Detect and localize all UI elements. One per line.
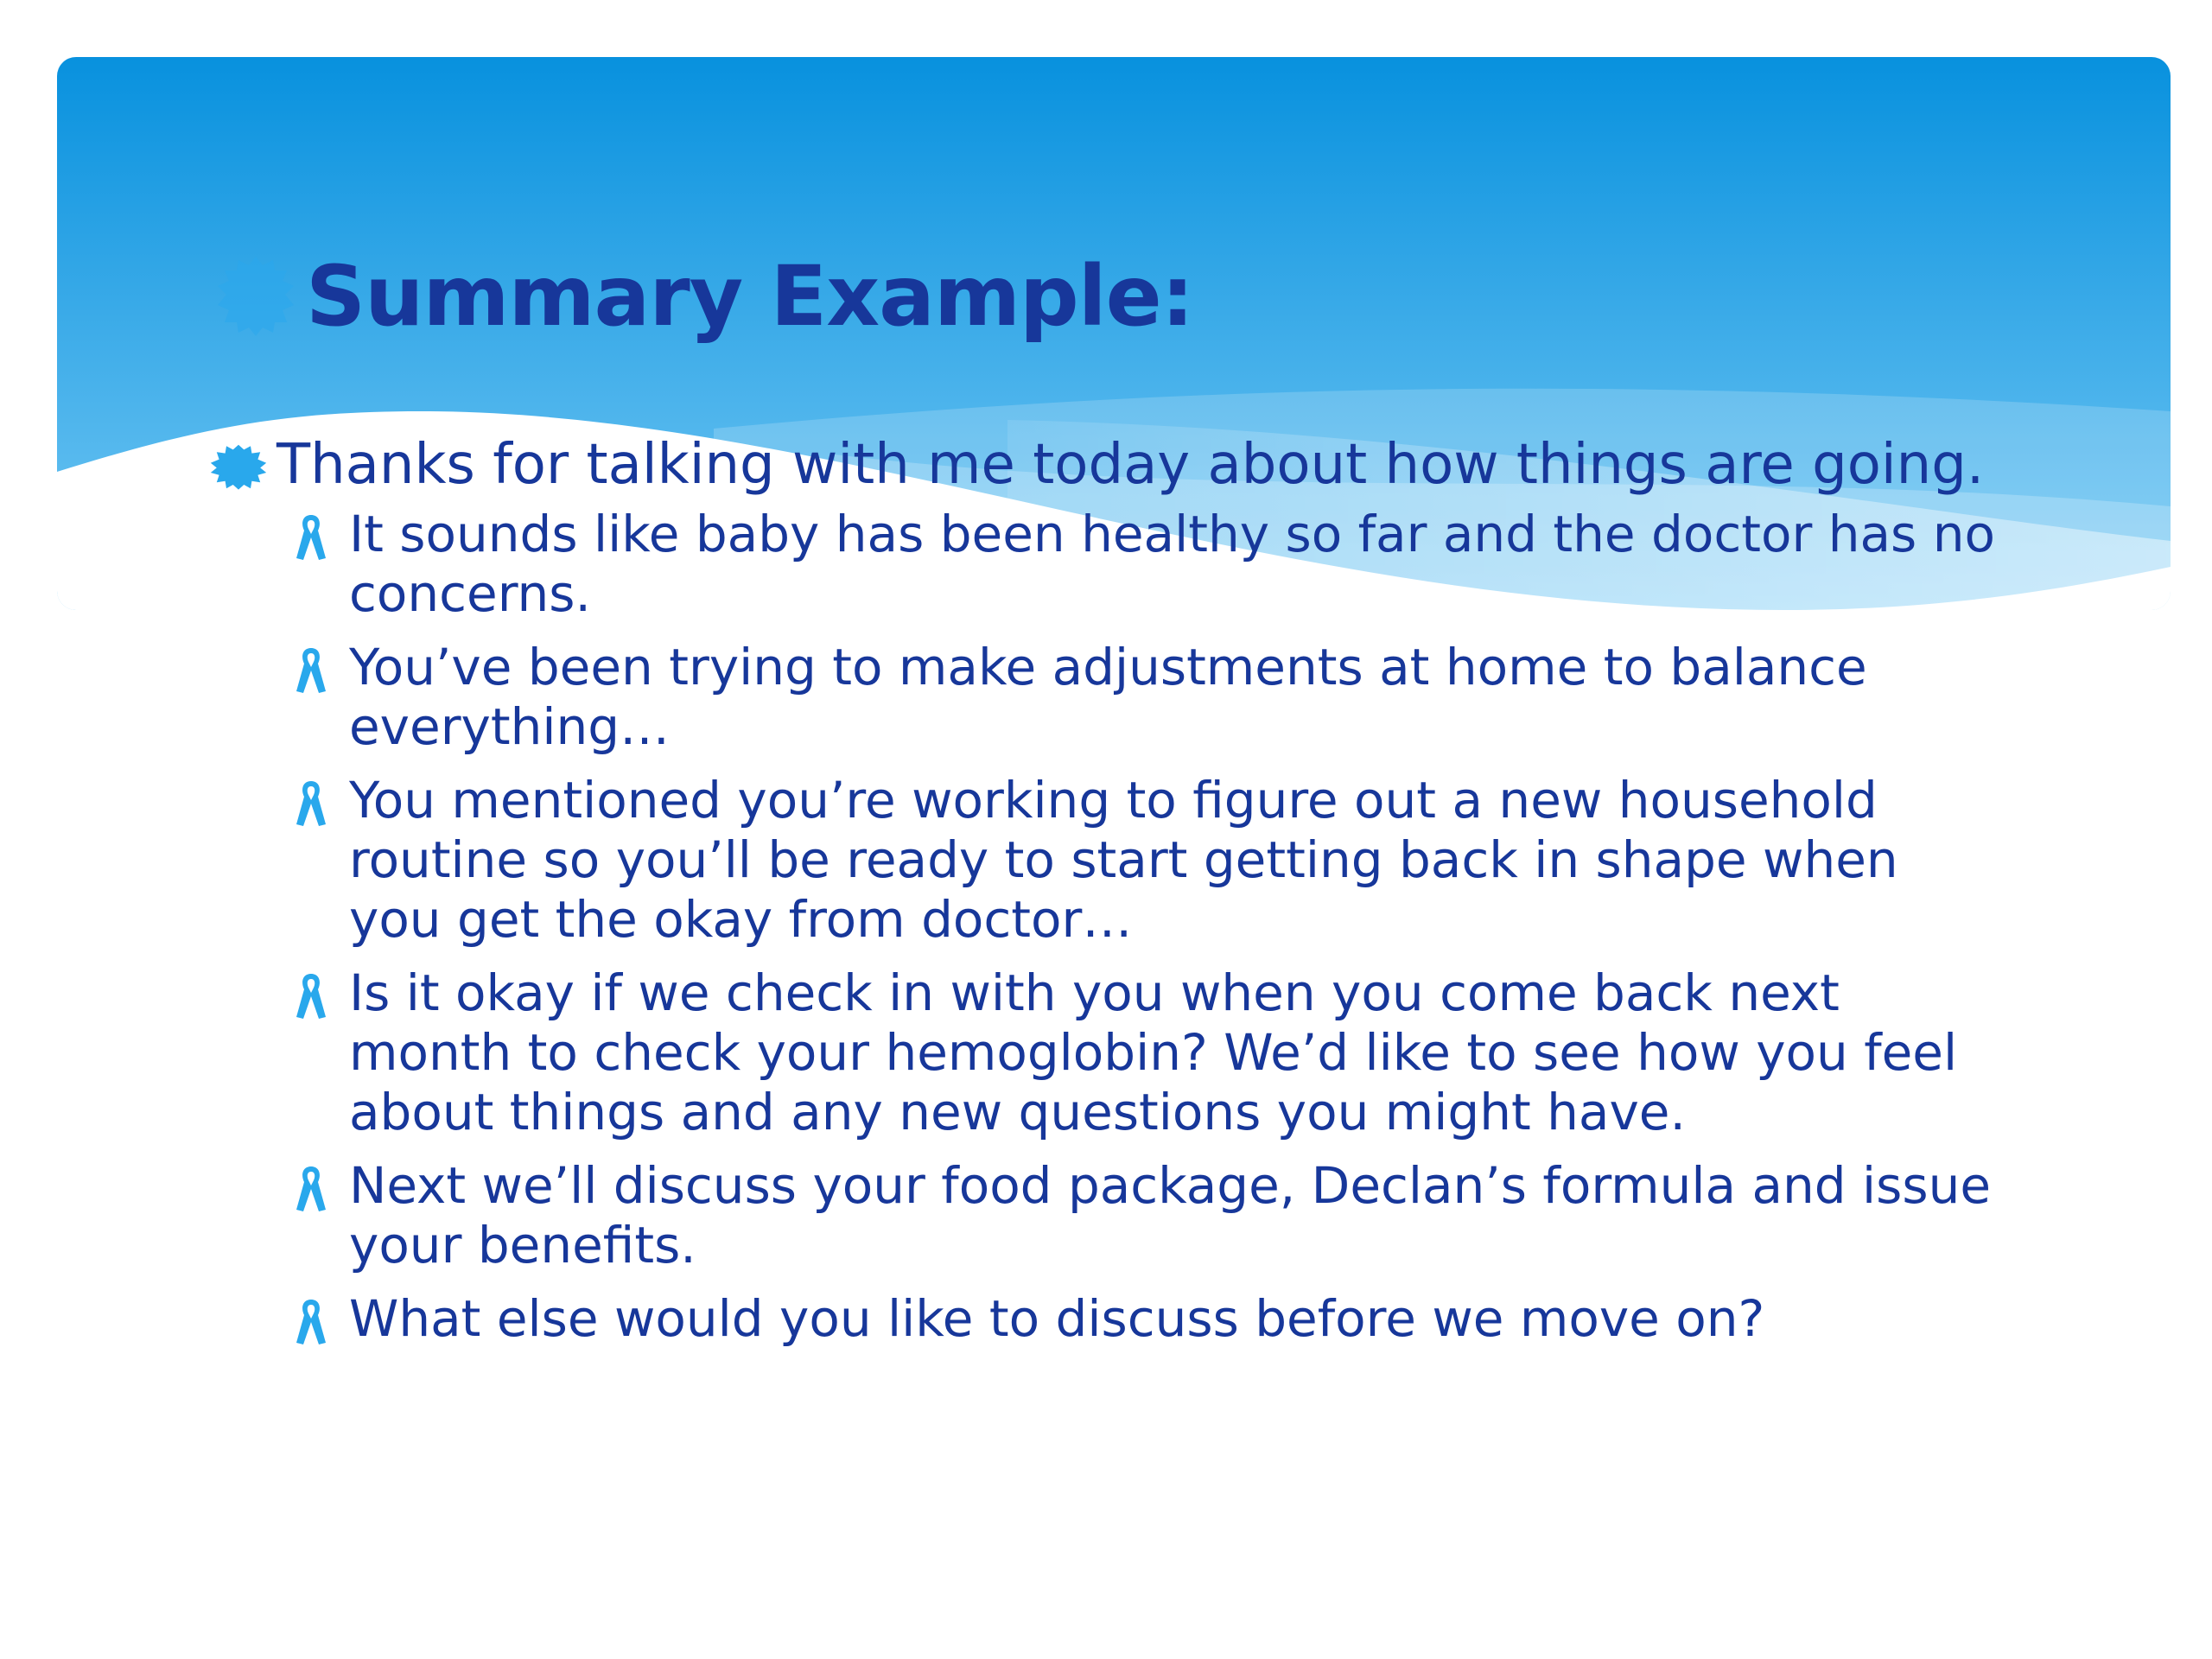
slide-body — [207, 432, 2005, 1363]
list-item — [207, 771, 2005, 950]
title-row — [213, 232, 1193, 361]
awareness-ribbon-icon — [292, 645, 330, 695]
list-item — [207, 638, 2005, 757]
awareness-ribbon-icon — [292, 970, 330, 1020]
starburst-icon — [213, 253, 299, 340]
intro-text: Thanks for talking with me today about how things are going. — [276, 433, 1985, 497]
awareness-ribbon-icon — [292, 512, 330, 562]
list-item-text: Next we’ll discuss your food package, Declan’s formula and issue your benefits. — [349, 1156, 1992, 1274]
awareness-ribbon-icon — [292, 1163, 330, 1213]
list-item-text: What else would you like to discuss before we move on? — [349, 1289, 1765, 1348]
list-item — [207, 505, 2005, 624]
list-item — [207, 963, 2005, 1142]
sub-bullet-list — [207, 505, 2005, 1349]
list-item-text: You’ve been trying to make adjustments at home to balance everything… — [349, 638, 1867, 756]
intro-bullet — [207, 432, 2005, 498]
awareness-ribbon-icon — [292, 778, 330, 828]
starburst-icon — [207, 442, 270, 491]
list-item — [207, 1156, 2005, 1275]
list-item-text: Is it okay if we check in with you when you come back next month to check your hemoglobin? We’d like to see how you feel about things and any new questions you might have. — [349, 963, 1958, 1141]
list-item-text: It sounds like baby has been healthy so far and the doctor has no concerns. — [349, 505, 1995, 623]
list-item-text: You mentioned you’re working to figure out a new household routine so you’ll be ready to start getting back in shape when you get the okay from doctor… — [349, 771, 1898, 949]
awareness-ribbon-icon — [292, 1296, 330, 1346]
slide-title: Summary Example: — [306, 248, 1194, 345]
list-item — [207, 1289, 2005, 1349]
